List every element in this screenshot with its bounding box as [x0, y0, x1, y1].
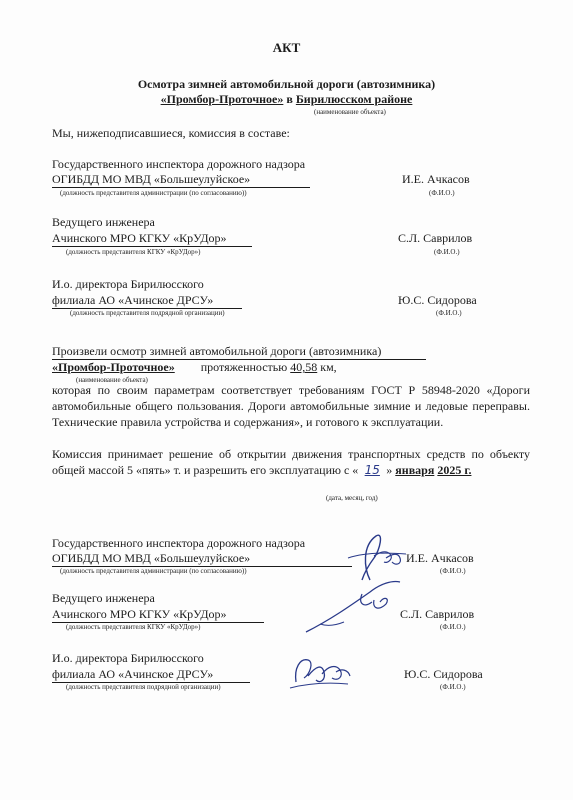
open-year: 2025 г. [437, 463, 472, 477]
signature-3-position-line2: филиала АО «Ачинское ДРСУ» [52, 667, 250, 683]
signature-1-position-line2: ОГИБДД МО МВД «Большеулуйское» [52, 551, 352, 567]
date-caption: (дата, месяц, год) [326, 494, 378, 502]
signature-2-position-caption: (должность представителя КГКУ «КрУДор») [66, 623, 201, 631]
signature-1-position-caption: (должность представителя администрации (по согласованию)) [60, 567, 247, 575]
commission-2-fio-caption: (Ф.И.О.) [434, 248, 460, 256]
length-value: 40,58 [290, 360, 318, 374]
document-title: АКТ [272, 40, 301, 55]
document-subtitle: Осмотра зимней автомобильной дороги (автозимника) [137, 77, 436, 91]
decision-paragraph [52, 446, 530, 478]
signature-2-position-line2: Ачинского МРО КГКУ «КрУДор» [52, 607, 264, 623]
length-label: протяженностью [200, 360, 288, 374]
signature-3-fio-caption: (Ф.И.О.) [440, 683, 466, 691]
signature-3-handwriting [286, 648, 356, 698]
commission-1-position-caption: (должность представителя администрации (по согласованию)) [60, 189, 247, 197]
signature-1-name: И.Е. Ачкасов [406, 551, 474, 565]
signature-3-position-caption: (должность представителя подрядной организации) [66, 683, 221, 691]
open-day: 15 [364, 463, 380, 477]
commission-1-fio-caption: (Ф.И.О.) [429, 189, 455, 197]
signature-1-position-line1: Государственного инспектора дорожного надзора [52, 536, 306, 550]
inspection-road-line [52, 360, 337, 375]
commission-3-fio-caption: (Ф.И.О.) [436, 309, 462, 317]
signature-2-position-line1: Ведущего инженера [52, 591, 155, 605]
signature-1-fio-caption: (Ф.И.О.) [440, 567, 466, 575]
body-object-caption: (наименование объекта) [76, 376, 148, 384]
signature-3-position-line1: И.о. директора Бирилюсского [52, 651, 204, 665]
commission-3-name: Ю.С. Сидорова [398, 293, 477, 307]
commission-1-name: И.Е. Ачкасов [402, 172, 470, 186]
commission-3-position-caption: (должность представителя подрядной организации) [70, 309, 225, 317]
signature-2-handwriting [300, 576, 410, 636]
signature-3-name: Ю.С. Сидорова [404, 667, 483, 681]
commission-3-position-line1: И.о. директора Бирилюсского [52, 277, 204, 291]
commission-2-position-line1: Ведущего инженера [52, 215, 155, 229]
inspection-line: Произвели осмотр зимней автомобильной дороги (автозимника) [52, 344, 426, 360]
document-subtitle-line2 [0, 92, 573, 107]
road-name: «Промбор-Проточное» [160, 92, 284, 106]
length-unit: км, [320, 360, 337, 374]
commission-2-position-caption: (должность представителя КГКУ «КрУДор») [66, 248, 201, 256]
signature-2-name: С.Л. Саврилов [400, 607, 475, 621]
open-date: « 15 » января [352, 463, 435, 477]
conformity-paragraph: которая по своим параметрам соответствует требованиям ГОСТ Р 58948-2020 «Дороги автомобильные общего пользования. Дороги автомобильные зимние и ледовые переправы. Технические правила устройства и содержания», и готового к эксплуатации. [52, 383, 530, 429]
in-word: в [286, 92, 293, 106]
commission-1-position-line2: ОГИБДД МО МВД «Большеулуйское» [52, 172, 310, 188]
district-name: Бирилюсском районе [295, 92, 413, 106]
open-month: января [395, 463, 435, 477]
intro-text: Мы, нижеподписавшиеся, комиссия в составе: [52, 126, 290, 140]
commission-1-position-line1: Государственного инспектора дорожного надзора [52, 157, 306, 171]
decision-text: Комиссия принимает решение об открытии движения транспортных средств по объекту общей массой 5 «пять» т. и разрешить его эксплуатацию с [52, 447, 530, 477]
commission-2-name: С.Л. Саврилов [398, 231, 473, 245]
commission-3-position-line2: филиала АО «Ачинское ДРСУ» [52, 293, 242, 309]
body-road-name: «Промбор-Проточное» [52, 360, 175, 374]
object-caption: (наименование объекта) [314, 108, 386, 116]
signature-2-fio-caption: (Ф.И.О.) [440, 623, 466, 631]
commission-2-position-line2: Ачинского МРО КГКУ «КрУДор» [52, 231, 252, 247]
